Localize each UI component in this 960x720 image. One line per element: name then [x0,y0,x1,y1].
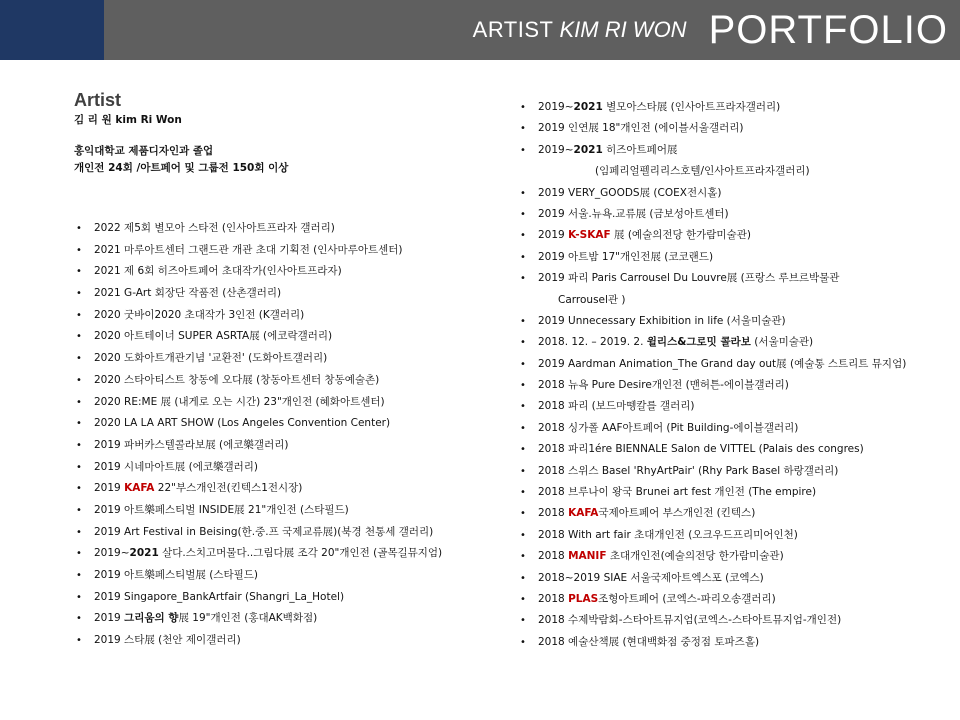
exhibition-item [76,330,496,343]
exhibition-item [520,486,950,499]
item-text: 2019 [94,612,125,625]
highlight-text: KAFA [124,482,155,495]
highlight-text: MANIF [568,550,607,563]
exhibition-item [520,272,950,285]
exhibition-item [520,315,950,328]
exhibition-item [520,379,950,392]
exhibition-item [76,244,496,257]
item-text: 2018. 12. – 2019. 2. [538,336,647,349]
item-text: 2019 아트밤 17"개인전展 (코코랜드) [538,250,714,263]
item-text: 22"부스개인전(킨텍스1전시장) [154,482,303,495]
item-text: (임페리얼펠리리스호텔/인사아트프라자갤러리) [595,165,810,178]
exhibition-item [76,396,496,409]
exhibition-item [520,465,950,478]
exhibition-item [520,422,950,435]
item-text: 2019 Art Festival in Beising(한.중.프 국제교류展)(북경 천통세 갤러리) [94,525,434,538]
item-text: 2019 스타展 (천안 제이갤러리) [94,634,241,647]
item-text: 2020 스타아티스트 창동에 오다展 (창동아트센터 창동예술촌) [94,373,380,386]
item-text: 2018 예술산책展 (현대백화점 중정점 토파즈홀) [538,635,760,648]
item-text: 2020 아트테이너 SUPER ASRTA展 (에코락갤러리) [94,330,333,343]
exhibition-item [76,504,496,517]
item-text: 2020 굿바이2020 초대작가 3인전 (K갤러리) [94,308,305,321]
highlight-text: PLAS [568,592,599,605]
item-text: 2019 파리 Paris Carrousel Du Louvre展 (프랑스 루브르박물관 [538,272,840,285]
exhibition-item [520,400,950,413]
exhibition-item [76,309,496,322]
artist-intro [74,90,288,177]
exhibition-item [76,547,496,560]
exhibition-item [76,352,496,365]
portfolio-title: PORTFOLIO [708,7,948,52]
item-text: (서울미술관) [750,336,814,349]
item-text: 展 (예술의전당 한가람미술관) [610,229,751,242]
header-title [473,0,948,60]
artist-label: ARTIST [472,17,554,42]
exhibition-item [76,439,496,452]
item-text: 2019 Unnecessary Exhibition in life (서울미술관) [538,314,786,327]
highlight-text: KAFA [568,507,599,520]
item-text: 2021 마루아트센터 그랜드관 개관 초대 기획전 (인사마루아트센터) [94,243,403,256]
exhibition-item [520,636,950,649]
artist-name: KIM RI WON [559,17,687,42]
item-text: 2021 G-Art 회장단 작품전 (산촌갤러리) [94,287,282,300]
item-text: 2018 파리1ére BIENNALE Salon de VITTEL (Palais des congres) [538,443,864,456]
item-text: 2019~ [538,101,574,113]
item-text: 조형아트페어 (코엑스-파리오송갤러리) [598,592,776,605]
item-text: 별모아스타展 (인사아트프라자갤러리) [602,101,781,113]
item-text: 초대개인전(예술의전당 한가람미술관) [606,550,784,563]
item-text: 2018 싱가폴 AAF아트페어 (Pit Building-에이블갤러리) [538,421,799,434]
item-text: 2018 스위스 Basel 'RhyArtPair' (Rhy Park Basel 하랑갤러리) [538,464,839,477]
item-text: 2019~ [94,547,130,560]
item-text: 2019 [538,229,569,242]
exhibition-item [520,165,950,178]
item-text: 2020 RE:ME 展 (내게로 오는 시간) 23"개인전 (혜화아트센터) [94,395,385,408]
exhibition-item [520,144,950,157]
item-text: 2018 뉴욕 Pure Desire개인전 (맨허튼-에이블갤러리) [538,379,789,392]
item-text: 2019 VERY_GOODS展 (COEX전시홀) [538,186,722,199]
item-text: 2019 아트樂페스티벌展 (스타필드) [94,569,259,581]
education-line: 홍익대학교 제품디자인과 졸업 [74,145,214,157]
bold-text: 2021 [573,101,603,113]
bold-text: 그리움의 향 [124,612,179,625]
exhibition-item [76,482,496,495]
item-text: 2018 브루나이 왕국 Brunei art fest 개인전 (The empire) [538,486,817,499]
intro-heading: Artist [74,90,122,110]
item-text: 살다.스치고머물다..그림다展 조각 20"개인전 (골목길뮤지엄) [158,547,443,560]
artist-full-name: 김 리 원 kim Ri Won [74,114,182,126]
item-text: Carrousel관 ) [558,293,626,306]
item-text: 2019~ [538,143,574,156]
item-text: 2019 서울.뉴욕.교류展 (금보성아트센터) [538,207,729,220]
exhibition-item [76,612,496,625]
item-text: 2022 제5회 별모아 스타전 (인사아트프라자 갤러리) [94,222,335,234]
item-text: 국제아트페어 부스개인전 (킨텍스) [598,507,756,520]
exhibition-item [76,287,496,300]
header-accent-block [0,0,104,60]
exhibition-item [520,507,950,520]
item-text: 2019 시네마아트展 (에코樂갤러리) [94,460,259,473]
item-text: 2018 With art fair 초대개인전 (오크우드프리미어인천) [538,528,798,541]
exhibition-item [76,634,496,647]
item-text: 2020 도화아트개관기념 '교환전' (도화아트갤러리) [94,352,328,365]
exhibition-item [76,591,496,604]
item-text: 展 19"개인전 (홍대AK백화점) [178,612,318,625]
item-text: 2018 [538,592,569,605]
exhibition-item [520,358,950,371]
item-text: 2019 인연展 18"개인전 (에이블서울갤러리) [538,122,744,135]
exhibition-item [520,122,950,135]
exhibition-item [520,529,950,542]
item-text: 히즈아트페어展 [602,143,678,156]
exhibition-item [520,572,950,585]
item-text: 2019 파버카스텔콜라보展 (에코樂갤러리) [94,438,289,451]
exhibition-item [520,593,950,606]
exhibition-item [520,101,950,114]
item-text: 2019 Singapore_BankArtfair (Shangri_La_Hotel) [94,590,345,603]
bold-text: 2021 [129,547,159,560]
exhibition-item [520,229,950,242]
bold-text: 윌리스&그로밋 콜라보 [646,336,751,349]
item-text: 2019 아트樂페스티벌 INSIDE展 21"개인전 (스타필드) [94,503,349,516]
exhibition-item [520,336,950,349]
exhibition-item [76,374,496,387]
item-text: 2018 [538,550,569,563]
exhibition-item [520,614,950,627]
exhibition-item [520,187,950,200]
bold-text: 2021 [573,143,603,156]
exhibition-item [520,294,950,307]
exhibition-item [76,526,496,539]
exhibition-item [520,550,950,563]
item-text: 2019 Aardman Animation_The Grand day out展 (예술통 스트리트 뮤지엄) [538,357,907,370]
item-text: 2018 파리 (보드마뗑칼를 갤러리) [538,400,695,413]
exhibition-item [76,569,496,582]
exhibition-item [76,461,496,474]
exhibition-item [76,417,496,430]
exhibition-item [76,222,496,235]
item-text: 2018~2019 SIAE 서울국제아트엑스포 (코엑스) [538,571,764,584]
exhibition-item [76,265,496,278]
intro-summary [74,143,288,177]
highlight-text: K-SKAF [568,229,611,242]
item-text: 2021 제 6회 히즈아트페어 초대작가(인사아트프라자) [94,265,342,278]
header-bar [0,0,960,60]
exhibition-item [520,208,950,221]
item-text: 2020 LA LA ART SHOW (Los Angeles Convention Center) [94,417,391,430]
item-text: 2018 [538,507,569,520]
exhibition-item [520,251,950,264]
item-text: 2018 수제박람회-스타아트뮤지엄(코엑스-스타아트뮤지엄-개인전) [538,614,842,627]
exhibition-list-right [520,101,950,657]
exhibition-list-left [76,222,496,656]
item-text: 2019 [94,482,125,495]
exhibition-item [520,443,950,456]
exhibition-summary-line: 개인전 24회 /아트페어 및 그룹전 150회 이상 [74,162,289,174]
